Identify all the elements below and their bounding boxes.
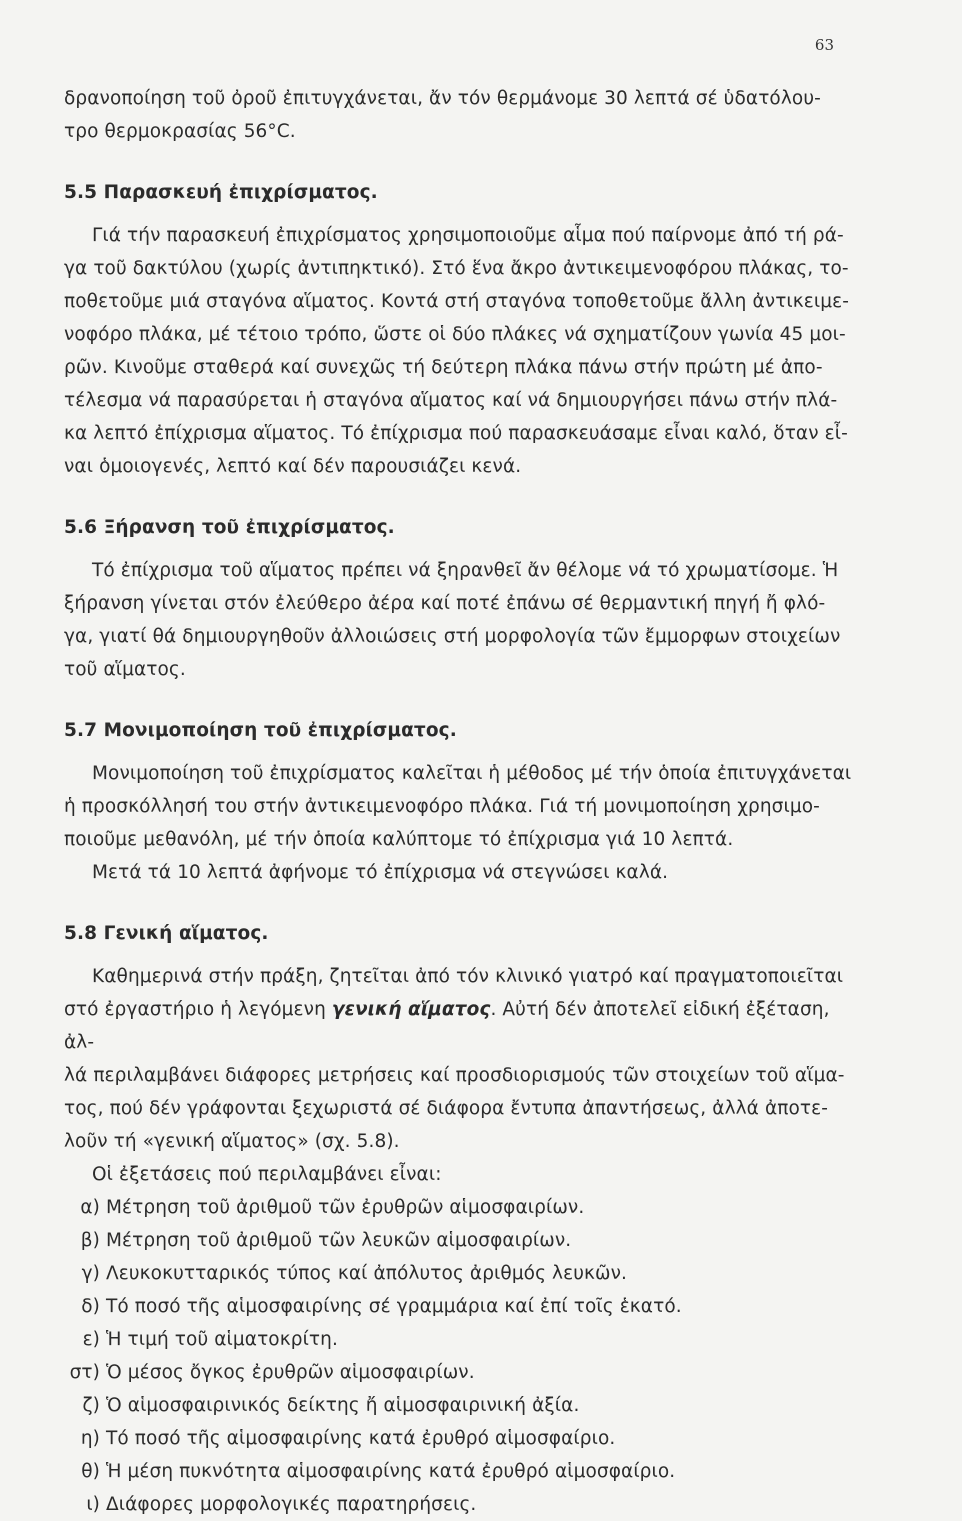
section-body-5-6 xyxy=(64,554,854,686)
list-item-text: Ἡ τιμή τοῦ αἱματοκρίτη. xyxy=(106,1329,338,1350)
list-item-label: ζ) xyxy=(82,1395,100,1416)
section-body-5-8 xyxy=(64,960,854,1521)
text-line: τοῦ αἵματος. xyxy=(64,659,186,680)
list-item xyxy=(64,1455,854,1488)
list-item xyxy=(64,1422,854,1455)
section-heading-5-7: 5.7 Μονιμοποίηση τοῦ ἐπιχρίσματος. xyxy=(64,720,457,741)
list-item-text: Μέτρηση τοῦ ἀριθμοῦ τῶν ἐρυθρῶν αἱμοσφαιρίων. xyxy=(106,1197,585,1218)
text-line: Καθημερινά στήν πράξη, ζητεῖται ἀπό τόν κλινικό γιατρό καί πραγματοποιεῖται xyxy=(92,966,844,987)
list-item xyxy=(64,1356,854,1389)
text-line: γα, γιατί θά δημιουργηθοῦν ἀλλοιώσεις στή μορφολογία τῶν ἔμμορφων στοιχείων xyxy=(64,626,841,647)
text-line: ξήρανση γίνεται στόν ἐλεύθερο ἀέρα καί ποτέ ἐπάνω σέ θερμαντική πηγή ἤ φλό- xyxy=(64,593,826,614)
text-line: τρο θερμοκρασίας 56°C. xyxy=(64,121,296,142)
exam-list xyxy=(64,1191,854,1521)
list-item-text: Διάφορες μορφολογικές παρατηρήσεις. xyxy=(106,1494,477,1515)
list-item-text: Λευκοκυτταρικός τύπος καί ἀπόλυτος ἀριθμός λευκῶν. xyxy=(106,1263,628,1284)
text-line: ρῶν. Κινοῦμε σταθερά καί συνεχῶς τή δεύτερη πλάκα πάνω στήν πρώτη μέ ἀπο- xyxy=(64,357,823,378)
list-item xyxy=(64,1323,854,1356)
list-item-label: η) xyxy=(80,1428,100,1449)
text-line: λοῦν τή «γενική αἵματος» (σχ. 5.8). xyxy=(64,1131,400,1152)
list-item-label: γ) xyxy=(81,1263,100,1284)
text-line: Μονιμοποίηση τοῦ ἐπιχρίσματος καλεῖται ἡ μέθοδος μέ τήν ὁποία ἐπιτυγχάνεται xyxy=(92,763,852,784)
text-line: δρανοποίηση τοῦ ὀροῦ ἐπιτυγχάνεται, ἄν τόν θερμάνομε 30 λεπτά σέ ὑδατόλου- xyxy=(64,88,821,109)
text-line: ποιοῦμε μεθανόλη, μέ τήν ὁποία καλύπτομε τό ἐπίχρισμα γιά 10 λεπτά. xyxy=(64,829,734,850)
list-item xyxy=(64,1389,854,1422)
text-line: ναι ὁμοιογενές, λεπτό καί δέν παρουσιάζει κενά. xyxy=(64,456,522,477)
list-item-label: ε) xyxy=(82,1329,100,1350)
list-item-label: δ) xyxy=(81,1296,100,1317)
list-item-text: Ἡ μέση πυκνότητα αἱμοσφαιρίνης κατά ἐρυθρό αἱμοσφαίριο. xyxy=(106,1461,676,1482)
list-item xyxy=(64,1191,854,1224)
list-item-label: α) xyxy=(80,1197,100,1218)
text-line: λά περιλαμβάνει διάφορες μετρήσεις καί προσδιορισμούς τῶν στοιχείων τοῦ αἵμα- xyxy=(64,1065,845,1086)
text-line: ἡ προσκόλλησή του στήν ἀντικειμενοφόρο πλάκα. Γιά τή μονιμοποίηση χρησιμο- xyxy=(64,796,820,817)
text-line: τος, πού δέν γράφονται ξεχωριστά σέ διάφορα ἔντυπα ἀπαντήσεως, ἀλλά ἀποτε- xyxy=(64,1098,829,1119)
text-line: Γιά τήν παρασκευή ἐπιχρίσματος χρησιμοποιοῦμε αἷμα πού παίρνομε ἀπό τή ρά- xyxy=(92,225,844,246)
list-item-text: Ὁ αἱμοσφαιρινικός δείκτης ἤ αἱμοσφαιρινική ἀξία. xyxy=(106,1395,580,1416)
text-span: . Αὐτή δέν ἀποτελεῖ εἰδική ἐξέταση, ἀλ- xyxy=(64,999,830,1053)
list-item xyxy=(64,1224,854,1257)
list-intro: Οἱ ἐξετάσεις πού περιλαμβάνει εἶναι: xyxy=(92,1164,442,1185)
text-line: νοφόρο πλάκα, μέ τέτοιο τρόπο, ὥστε οἱ δύο πλάκες νά σχηματίζουν γωνία 45 μοι- xyxy=(64,324,846,345)
text-line: ποθετοῦμε μιά σταγόνα αἵματος. Κοντά στή σταγόνα τοποθετοῦμε ἄλλη ἀντικειμε- xyxy=(64,291,849,312)
page-number: 63 xyxy=(814,36,834,54)
section-heading-5-6: 5.6 Ξήρανση τοῦ ἐπιχρίσματος. xyxy=(64,517,395,538)
section-body-5-7 xyxy=(64,757,854,889)
list-item-label: στ) xyxy=(69,1362,100,1383)
page-content xyxy=(64,82,854,1521)
text-line: Τό ἐπίχρισμα τοῦ αἵματος πρέπει νά ξηρανθεῖ ἄν θέλομε νά τό χρωματίσομε. Ἡ xyxy=(92,560,839,581)
list-item-text: Ὁ μέσος ὄγκος ἐρυθρῶν αἱμοσφαιρίων. xyxy=(106,1362,475,1383)
text-line: τέλεσμα νά παρασύρεται ἡ σταγόνα αἵματος καί νά δημιουργήσει πάνω στήν πλά- xyxy=(64,390,838,411)
list-item xyxy=(64,1290,854,1323)
list-item xyxy=(64,1488,854,1521)
section-body-5-5 xyxy=(64,219,854,483)
list-item-text: Τό ποσό τῆς αἱμοσφαιρίνης σέ γραμμάρια καί ἐπί τοῖς ἑκατό. xyxy=(106,1296,682,1317)
section-heading-5-8: 5.8 Γενική αἵματος. xyxy=(64,923,269,944)
intro-paragraph xyxy=(64,82,854,148)
list-item-label: ι) xyxy=(86,1494,100,1515)
list-item xyxy=(64,1257,854,1290)
emphasized-term: γενική αἵματος xyxy=(331,999,491,1020)
list-item-label: θ) xyxy=(81,1461,100,1482)
list-item-label: β) xyxy=(80,1230,100,1251)
section-heading-5-5: 5.5 Παρασκευή ἐπιχρίσματος. xyxy=(64,182,378,203)
text-span: στό ἐργαστήριο ἡ λεγόμενη xyxy=(64,999,332,1020)
list-item-text: Μέτρηση τοῦ ἀριθμοῦ τῶν λευκῶν αἱμοσφαιρίων. xyxy=(106,1230,572,1251)
text-line: Μετά τά 10 λεπτά ἀφήνομε τό ἐπίχρισμα νά στεγνώσει καλά. xyxy=(92,862,669,883)
list-item-text: Τό ποσό τῆς αἱμοσφαιρίνης κατά ἐρυθρό αἱμοσφαίριο. xyxy=(106,1428,616,1449)
text-line: γα τοῦ δακτύλου (χωρίς ἀντιπηκτικό). Στό ἕνα ἄκρο ἀντικειμενοφόρου πλάκας, το- xyxy=(64,258,849,279)
text-line: κα λεπτό ἐπίχρισμα αἵματος. Τό ἐπίχρισμα πού παρασκευάσαμε εἶναι καλό, ὅταν εἶ- xyxy=(64,423,848,444)
text-line xyxy=(64,993,854,1059)
